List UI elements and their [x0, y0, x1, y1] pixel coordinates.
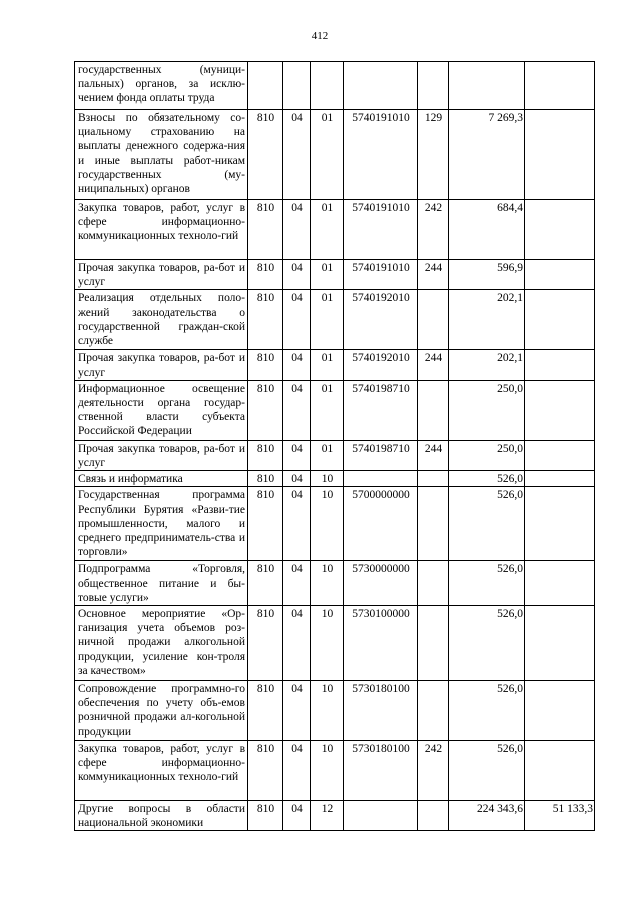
row-name: Взносы по обязательному со-циальному страхованию на выплаты денежного содержа-ния и иные выплаты работ-никам государственных (му-ниципальных) органов	[75, 110, 248, 200]
row-name: Реализация отдельных поло-жений законодательства о государственной граждан-ской службе	[75, 290, 248, 350]
table-row	[75, 801, 595, 831]
cell-section: 04	[283, 471, 311, 487]
cell-target-article	[344, 62, 418, 110]
cell-target-article: 5740191010	[344, 260, 418, 290]
cell-expense-type: 244	[418, 260, 449, 290]
cell-section: 04	[283, 200, 311, 260]
cell-section: 04	[283, 681, 311, 741]
table-row	[75, 487, 595, 561]
cell-grbs: 810	[248, 440, 283, 470]
cell-expense-type: 129	[418, 110, 449, 200]
cell-target-article: 5740191010	[344, 200, 418, 260]
cell-subsection: 10	[311, 561, 344, 606]
row-name: Информационное освещение деятельности органа государ-ственной власти субъекта Российской Федерации	[75, 380, 248, 440]
cell-section: 04	[283, 801, 311, 831]
cell-subsection: 10	[311, 487, 344, 561]
cell-amount: 7 269,3	[449, 110, 525, 200]
cell-section: 04	[283, 380, 311, 440]
cell-subsection: 01	[311, 260, 344, 290]
row-name: Закупка товаров, работ, услуг в сфере информационно-коммуникационных техноло-гий	[75, 200, 248, 260]
cell-amount: 250,0	[449, 380, 525, 440]
cell-section: 04	[283, 350, 311, 380]
row-name: Связь и информатика	[75, 471, 248, 487]
budget-table	[74, 61, 595, 831]
cell-section	[283, 62, 311, 110]
cell-amount: 526,0	[449, 606, 525, 681]
cell-expense-type: 242	[418, 200, 449, 260]
cell-amount: 526,0	[449, 681, 525, 741]
table-row	[75, 62, 595, 110]
cell-section: 04	[283, 561, 311, 606]
cell-expense-type	[418, 801, 449, 831]
cell-grbs: 810	[248, 801, 283, 831]
cell-subsection: 10	[311, 741, 344, 801]
row-name: Прочая закупка товаров, ра-бот и услуг	[75, 350, 248, 380]
table-row	[75, 471, 595, 487]
cell-expense-type	[418, 62, 449, 110]
cell-amount: 202,1	[449, 350, 525, 380]
cell-amount-extra	[525, 380, 595, 440]
cell-amount-extra	[525, 471, 595, 487]
cell-target-article: 5740191010	[344, 110, 418, 200]
table-row	[75, 290, 595, 350]
row-name: Другие вопросы в области национальной экономики	[75, 801, 248, 831]
table-row	[75, 561, 595, 606]
cell-grbs: 810	[248, 350, 283, 380]
cell-subsection: 01	[311, 440, 344, 470]
cell-target-article: 5730180100	[344, 741, 418, 801]
table-row	[75, 110, 595, 200]
row-name: Закупка товаров, работ, услуг в сфере информационно-коммуникационных техноло-гий	[75, 741, 248, 801]
table-row	[75, 440, 595, 470]
table-row	[75, 260, 595, 290]
cell-expense-type	[418, 561, 449, 606]
cell-section: 04	[283, 606, 311, 681]
cell-section: 04	[283, 440, 311, 470]
cell-amount: 526,0	[449, 741, 525, 801]
cell-target-article: 5730100000	[344, 606, 418, 681]
cell-amount-extra	[525, 606, 595, 681]
cell-grbs: 810	[248, 741, 283, 801]
row-name: Сопровождение программно-го обеспечения по учету объ-емов розничной продажи ал-когольной продукции	[75, 681, 248, 741]
cell-grbs: 810	[248, 606, 283, 681]
cell-expense-type	[418, 681, 449, 741]
cell-grbs: 810	[248, 681, 283, 741]
table-row	[75, 606, 595, 681]
cell-amount-extra	[525, 350, 595, 380]
cell-amount-extra	[525, 290, 595, 350]
table-row	[75, 681, 595, 741]
cell-amount-extra	[525, 260, 595, 290]
row-name: Основное мероприятие «Ор-ганизация учета объемов роз-ничной продажи алкогольной продукции, усиление кон-троля за качеством»	[75, 606, 248, 681]
cell-amount-extra	[525, 110, 595, 200]
table-row	[75, 200, 595, 260]
cell-amount: 250,0	[449, 440, 525, 470]
table-row	[75, 350, 595, 380]
table-row	[75, 741, 595, 801]
cell-grbs	[248, 62, 283, 110]
cell-amount-extra: 51 133,3	[525, 801, 595, 831]
cell-expense-type: 244	[418, 440, 449, 470]
cell-subsection: 01	[311, 200, 344, 260]
cell-grbs: 810	[248, 487, 283, 561]
cell-section: 04	[283, 487, 311, 561]
cell-subsection	[311, 62, 344, 110]
cell-grbs: 810	[248, 380, 283, 440]
cell-amount-extra	[525, 62, 595, 110]
cell-section: 04	[283, 260, 311, 290]
cell-target-article	[344, 471, 418, 487]
cell-target-article	[344, 801, 418, 831]
cell-target-article: 5740192010	[344, 350, 418, 380]
cell-amount-extra	[525, 741, 595, 801]
row-name: Прочая закупка товаров, ра-бот и услуг	[75, 440, 248, 470]
page-number: 412	[311, 30, 329, 42]
cell-target-article: 5730180100	[344, 681, 418, 741]
cell-subsection: 01	[311, 290, 344, 350]
cell-amount: 202,1	[449, 290, 525, 350]
table-row	[75, 380, 595, 440]
cell-target-article: 5740198710	[344, 440, 418, 470]
cell-grbs: 810	[248, 290, 283, 350]
cell-subsection: 10	[311, 471, 344, 487]
cell-amount: 526,0	[449, 471, 525, 487]
cell-grbs: 810	[248, 200, 283, 260]
cell-section: 04	[283, 290, 311, 350]
cell-target-article: 5730000000	[344, 561, 418, 606]
cell-target-article: 5740198710	[344, 380, 418, 440]
cell-expense-type	[418, 471, 449, 487]
cell-expense-type	[418, 606, 449, 681]
cell-section: 04	[283, 110, 311, 200]
budget-table-body	[75, 62, 595, 831]
cell-subsection: 01	[311, 380, 344, 440]
cell-subsection: 10	[311, 681, 344, 741]
cell-amount: 526,0	[449, 487, 525, 561]
cell-expense-type	[418, 380, 449, 440]
cell-amount: 596,9	[449, 260, 525, 290]
cell-subsection: 12	[311, 801, 344, 831]
cell-amount: 526,0	[449, 561, 525, 606]
cell-expense-type	[418, 290, 449, 350]
row-name: Подпрограмма «Торговля, общественное питание и бы-товые услуги»	[75, 561, 248, 606]
cell-amount-extra	[525, 561, 595, 606]
cell-amount: 224 343,6	[449, 801, 525, 831]
cell-expense-type	[418, 487, 449, 561]
cell-subsection: 10	[311, 606, 344, 681]
cell-target-article: 5700000000	[344, 487, 418, 561]
row-name: Прочая закупка товаров, ра-бот и услуг	[75, 260, 248, 290]
cell-amount-extra	[525, 681, 595, 741]
cell-target-article: 5740192010	[344, 290, 418, 350]
cell-amount-extra	[525, 487, 595, 561]
cell-subsection: 01	[311, 350, 344, 380]
cell-grbs: 810	[248, 561, 283, 606]
cell-amount-extra	[525, 200, 595, 260]
cell-expense-type: 242	[418, 741, 449, 801]
cell-amount-extra	[525, 440, 595, 470]
cell-grbs: 810	[248, 110, 283, 200]
cell-grbs: 810	[248, 260, 283, 290]
cell-grbs: 810	[248, 471, 283, 487]
cell-amount	[449, 62, 525, 110]
cell-section: 04	[283, 741, 311, 801]
cell-amount: 684,4	[449, 200, 525, 260]
cell-expense-type: 244	[418, 350, 449, 380]
row-name: Государственная программа Республики Бурятия «Разви-тие промышленности, малого и среднего предприниматель-ства и торговли»	[75, 487, 248, 561]
row-name: государственных (муници-пальных) органов, за исклю-чением фонда оплаты труда	[75, 62, 248, 110]
cell-subsection: 01	[311, 110, 344, 200]
